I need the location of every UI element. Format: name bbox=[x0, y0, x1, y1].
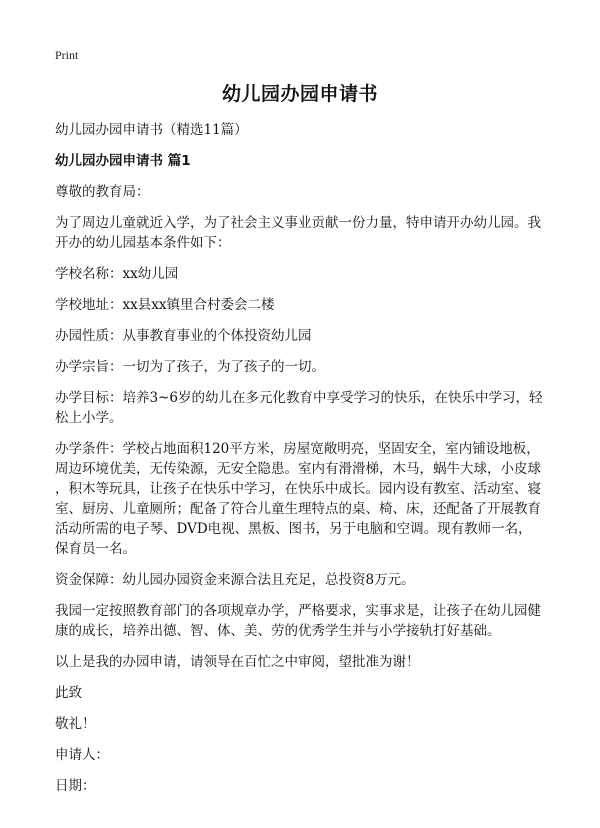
print-link[interactable]: Print bbox=[55, 48, 79, 62]
conditions-line-1: 办学条件：学校占地面积120平方米，房屋宽敞明亮，坚固安全，室内铺设地板， bbox=[55, 441, 540, 457]
sign-off-ci-zhi: 此致 bbox=[55, 685, 82, 701]
commitment-line-2: 康的成长，培养出德、智、体、美、劳的优秀学生并与小学接轨打好基础。 bbox=[55, 623, 501, 639]
page-title: 幼儿园办园申请书 bbox=[221, 83, 378, 105]
school-purpose: 办学宗旨：一切为了孩子，为了孩子的一切。 bbox=[55, 359, 325, 375]
date-label: 日期： bbox=[55, 778, 96, 794]
school-goal-line-1: 办学目标：培养3~6岁的幼儿在多元化教育中享受学习的快乐，在快乐中学习，轻 bbox=[55, 390, 543, 406]
sign-off-jing-li: 敬礼！ bbox=[55, 716, 96, 732]
school-goal-line-2: 松上小学。 bbox=[55, 410, 123, 426]
subtitle: 幼儿园办园申请书（精选11篇） bbox=[55, 122, 248, 138]
commitment-line-1: 我园一定按照教育部门的各项规章办学，严格要求，实事求是，让孩子在幼儿园健 bbox=[55, 603, 541, 619]
school-address: 学校地址：xx县xx镇里合村委会二楼 bbox=[55, 297, 275, 313]
paragraph-intro-line-2: 开办的幼儿园基本条件如下： bbox=[55, 235, 231, 251]
applicant-label: 申请人： bbox=[55, 747, 109, 763]
conditions-line-2: 周边环境优美，无传染源，无安全隐患。室内有滑滑梯，木马，蜗牛大球，小皮球 bbox=[55, 461, 541, 477]
paragraph-intro-line-1: 为了周边儿童就近入学，为了社会主义事业贡献一份力量，特申请开办幼儿园。我 bbox=[55, 215, 541, 231]
conditions-line-5: 活动所需的电子琴、DVD电视、黑板、图书，另于电脑和空调。现有教师一名， bbox=[55, 521, 532, 537]
conditions-line-4: 室、厨房、儿童厕所；配备了符合儿童生理特点的桌、椅、床，还配备了开展教育 bbox=[55, 501, 541, 517]
greeting: 尊敬的教育局： bbox=[55, 184, 150, 200]
school-name: 学校名称：xx幼儿园 bbox=[55, 266, 179, 282]
school-nature: 办园性质：从事教育事业的个体投资幼儿园 bbox=[55, 328, 312, 344]
conditions-line-6: 保育员一名。 bbox=[55, 541, 136, 557]
section-heading: 幼儿园办园申请书 篇1 bbox=[55, 153, 191, 169]
funding: 资金保障：幼儿园办园资金来源合法且充足，总投资8万元。 bbox=[55, 572, 415, 588]
closing: 以上是我的办园申请，请领导在百忙之中审阅，望批准为谢！ bbox=[55, 654, 420, 670]
conditions-line-3: ，积木等玩具，让孩子在快乐中学习，在快乐中成长。园内设有教室、活动室、寝 bbox=[55, 481, 541, 497]
